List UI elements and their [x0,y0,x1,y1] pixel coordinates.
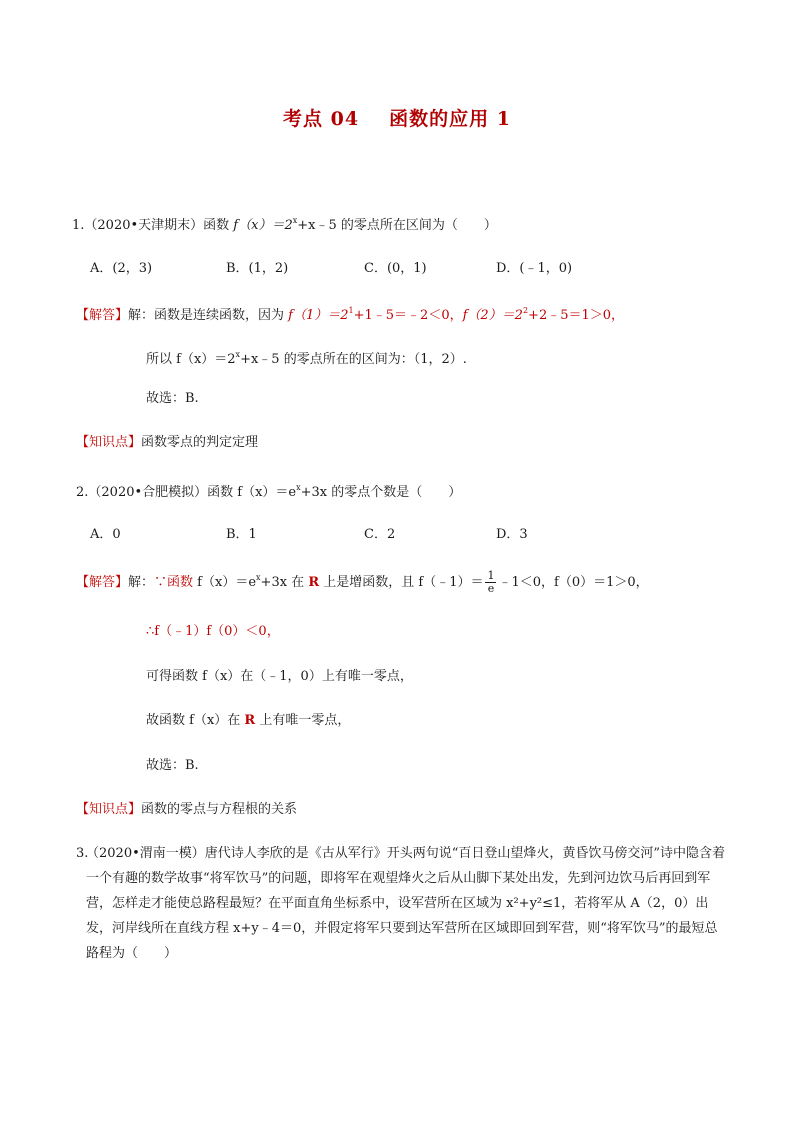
q2-option-a: A．0 [90,527,121,542]
q2-stem: 2.（2020•合肥模拟）函数 $f(x)=e^x+3x$ 的零点个数是（ ） [76,483,462,500]
q1-answer-line1: 【解答】解：函数是连续函数，因为 $f(1)=2^1+1﹣5=﹣2<0$，$f(2)=2^2+2﹣5=1>0$， [76,306,625,323]
title-name: 函数的应用 1 [389,108,511,130]
q2-answer-line4: 故函数 f（x）在 R 上有唯一零点， [146,713,351,728]
q3-stem: （2020•渭南一模）唐代诗人李欣的是《古从军行》开头两句说“百日登山望烽火，黄昏饮马傍交河”诗中隐含着一个有趣的数学故事“将军饮马”的问题，即将军在观望烽火之后从山脚下某处出发，先到河边饮马后再回到军营，怎样走才能使总路程最短？在平面直角坐标系中，设军营所在区域为 x²+y²≤1，若将军从 A（2，0）出发，河岸线所在直线方程 x+y﹣4＝0，并假定将军只要到达军营所在区域即回到军营，则“将军饮马”的最短总路程为（ ） [86,846,726,961]
q1-option-c: C．(0，1) [364,261,427,276]
q1-option-b: B．(1，2) [226,261,289,276]
q1-answer-line3: 故选：B. [146,391,199,406]
knowledge-tag: 【知识点】 [76,802,142,817]
title-code: 考点 04 [283,108,360,130]
fraction-one-over-e: $\frac{1}{e}$ [487,569,495,595]
q1-answer-line2: 所以 $f(x)=2^x+x﹣5$ 的零点所在的区间为：（1，2）. [146,350,467,367]
q2-answer-line2: ∴f（﹣1）f（0）＜0， [146,624,280,639]
q2-answer-line1: 【解答】解：∵函数 $f(x)=e^x+3x$ 在 R 上是增函数，且 f（﹣1）＝ $\frac{1}{e}$ ﹣1＜0，f（0）＝1＞0， [76,569,649,595]
q1-option-a: A．(2，3) [90,261,153,276]
q1-knowledge: 【知识点】函数零点的判定定理 [76,435,259,450]
q1-option-d: D．(﹣1，0) [496,261,573,276]
q2-knowledge: 【知识点】函数的零点与方程根的关系 [76,802,298,817]
q2-answer-line5: 故选：B. [146,758,199,773]
answer-tag: 【解答】 [76,308,129,323]
knowledge-tag: 【知识点】 [76,435,142,450]
q2-answer-line3: 可得函数 f（x）在（﹣1，0）上有唯一零点， [146,669,413,684]
page-title [0,104,794,131]
q2-option-b: B．1 [226,527,257,542]
q2-option-c: C．2 [364,527,396,542]
answer-tag: 【解答】 [76,575,129,590]
q3-number: 3. [76,846,89,861]
q1-stem: 1.（2020•天津期末）函数 $f(x)=2^x+x﹣5$ 的零点所在区间为（ ） [72,216,497,233]
q2-option-d: D．3 [496,527,528,542]
